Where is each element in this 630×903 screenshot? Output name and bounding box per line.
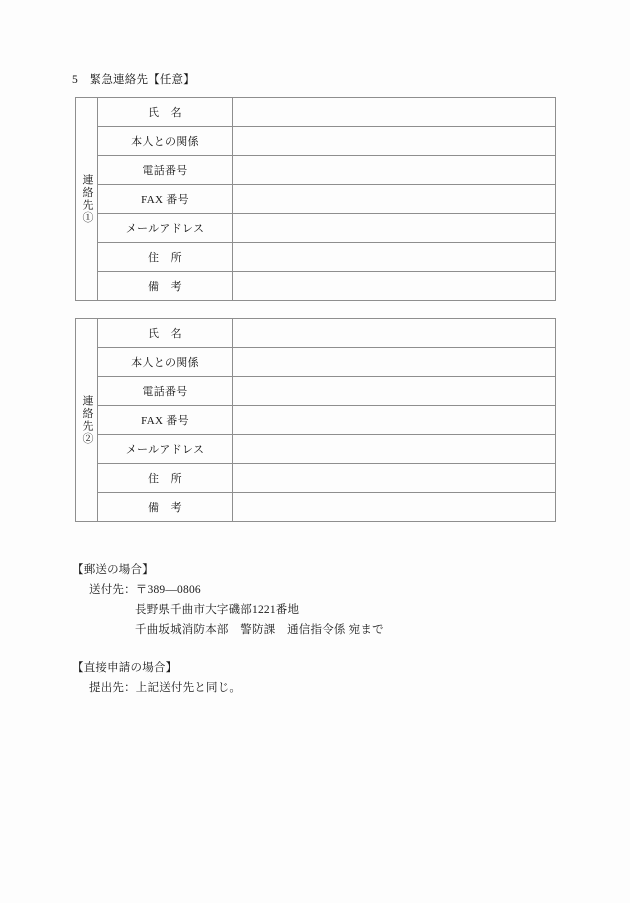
mail-note-destination: 送付先：〒389—0806 (89, 584, 201, 596)
row-value-remarks-1[interactable] (233, 272, 556, 301)
table-row (76, 377, 556, 406)
mail-note-department: 千曲坂城消防本部 警防課 通信指令係 宛まで (135, 624, 384, 636)
value-text (233, 356, 555, 369)
row-label-remarks-2: 備 考 (98, 493, 233, 522)
row-label-address-2: 住 所 (98, 464, 233, 493)
row-value-name-2[interactable] (233, 319, 556, 348)
value-text (233, 472, 555, 485)
row-label-address-1: 住 所 (98, 243, 233, 272)
value-text (233, 193, 555, 206)
table-row (76, 185, 556, 214)
row-value-address-2[interactable] (233, 464, 556, 493)
row-label-email-2: メールアドレス (98, 435, 233, 464)
row-value-phone-2[interactable] (233, 377, 556, 406)
contact-group-label-2: 連絡先② (80, 395, 93, 445)
row-label-phone-1: 電話番号 (98, 156, 233, 185)
value-text (233, 280, 555, 293)
value-text (233, 106, 555, 119)
direct-submission-note (72, 658, 572, 698)
row-value-email-1[interactable] (233, 214, 556, 243)
table-row (76, 214, 556, 243)
value-text (233, 443, 555, 456)
emergency-contact-table-2 (75, 318, 556, 522)
contact-group-label-cell-1 (76, 98, 98, 301)
contact-group-label-cell-2 (76, 319, 98, 522)
row-value-email-2[interactable] (233, 435, 556, 464)
direct-note-destination: 提出先：上記送付先と同じ。 (89, 682, 242, 694)
table-row (76, 493, 556, 522)
row-value-address-1[interactable] (233, 243, 556, 272)
section-heading: 5 緊急連絡先【任意】 (72, 74, 195, 86)
value-text (233, 327, 555, 340)
value-text (233, 222, 555, 235)
row-label-name-1: 氏 名 (98, 98, 233, 127)
mail-note-title: 【郵送の場合】 (72, 564, 154, 576)
row-label-email-1: メールアドレス (98, 214, 233, 243)
table-row (76, 98, 556, 127)
value-text (233, 164, 555, 177)
table-row (76, 406, 556, 435)
row-value-phone-1[interactable] (233, 156, 556, 185)
value-text (233, 414, 555, 427)
direct-note-title: 【直接申請の場合】 (72, 662, 178, 674)
mail-submission-note (72, 560, 572, 640)
table-row (76, 156, 556, 185)
row-label-remarks-1: 備 考 (98, 272, 233, 301)
table-row (76, 464, 556, 493)
table-row (76, 127, 556, 156)
row-value-fax-2[interactable] (233, 406, 556, 435)
contact-group-label-1: 連絡先① (80, 174, 93, 224)
submission-notes (72, 560, 572, 716)
row-value-relationship-2[interactable] (233, 348, 556, 377)
row-label-relationship-2: 本人との関係 (98, 348, 233, 377)
table-row (76, 243, 556, 272)
row-value-fax-1[interactable] (233, 185, 556, 214)
table-row (76, 272, 556, 301)
emergency-contact-table-1 (75, 97, 556, 301)
value-text (233, 501, 555, 514)
row-value-name-1[interactable] (233, 98, 556, 127)
row-value-remarks-2[interactable] (233, 493, 556, 522)
row-label-name-2: 氏 名 (98, 319, 233, 348)
row-label-fax-2: FAX 番号 (98, 406, 233, 435)
value-text (233, 251, 555, 264)
row-label-relationship-1: 本人との関係 (98, 127, 233, 156)
row-label-fax-1: FAX 番号 (98, 185, 233, 214)
row-label-phone-2: 電話番号 (98, 377, 233, 406)
table-row (76, 348, 556, 377)
value-text (233, 135, 555, 148)
row-value-relationship-1[interactable] (233, 127, 556, 156)
table-row (76, 435, 556, 464)
table-row (76, 319, 556, 348)
value-text (233, 385, 555, 398)
mail-note-address: 長野県千曲市大字磯部1221番地 (135, 604, 300, 616)
